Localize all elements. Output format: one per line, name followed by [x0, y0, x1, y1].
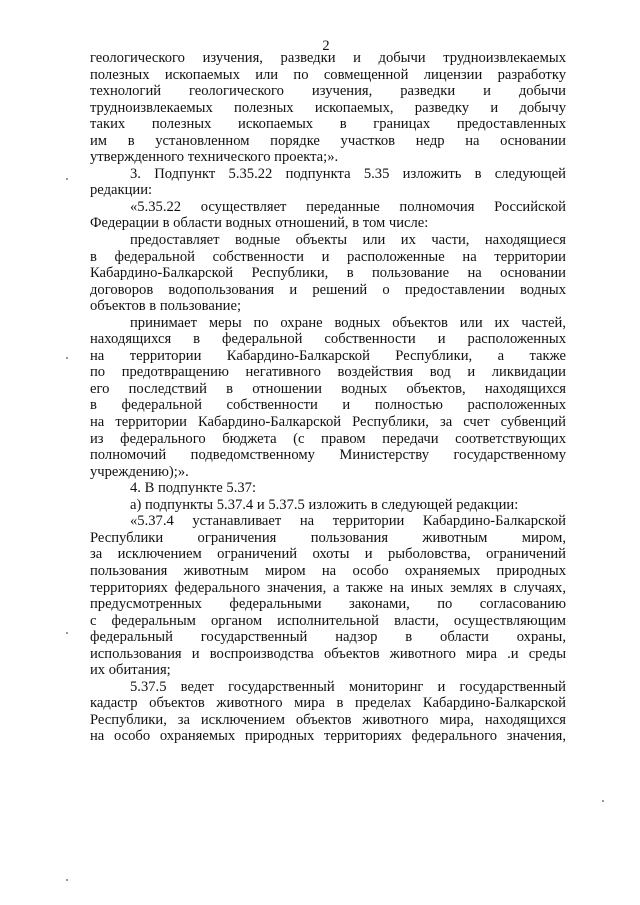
text-line: предоставляет водные объекты или их части, находящиеся: [130, 232, 566, 249]
text-line: «5.37.4 устанавливает на территории Кабардино-Балкарской: [130, 513, 566, 530]
scan-speck: [66, 632, 68, 634]
text-line: им в установленном порядке участков недр на основании: [90, 132, 566, 149]
text-line: Кабардино-Балкарской Республики, в пользование на основании: [90, 265, 566, 282]
text-line: территориях федерального значения, а также на иных землях в случаях,: [90, 579, 566, 596]
text-line: на территории Кабардино-Балкарской Республики, за счет субвенций: [90, 414, 566, 431]
text-line: в федеральной собственности и расположенные на территории: [90, 248, 566, 265]
body-text: [90, 50, 566, 745]
scan-speck: [66, 879, 68, 881]
text-line: 4. В подпункте 5.37:: [130, 480, 256, 497]
text-line: учреждению);».: [90, 463, 189, 480]
scan-speck: [66, 357, 68, 359]
text-line: федеральный государственный надзор в области охраны,: [90, 629, 566, 646]
text-line: Республики, за исключением объектов животного мира, находящихся: [90, 711, 566, 728]
text-line: полезных ископаемых или по совмещенной лицензии разработку: [90, 66, 566, 83]
text-line: 3. Подпункт 5.35.22 подпункта 5.35 изложить в следующей: [130, 165, 566, 182]
text-line: Республики ограничения пользования животным миром,: [90, 529, 566, 546]
text-line: находящихся в федеральной собственности и расположенных: [90, 331, 566, 348]
text-line: их обитания;: [90, 662, 171, 679]
text-line: использования и воспроизводства объектов животного мира .и среды: [90, 645, 566, 662]
text-line: полномочий подведомственному Министерству государственному: [90, 447, 566, 464]
text-line: пользования животным миром на особо охраняемых природных: [90, 562, 566, 579]
text-line: трудноизвлекаемых полезных ископаемых, разведку и добычу: [90, 99, 566, 116]
text-line: из федерального бюджета (с правом передачи соответствующих: [90, 430, 566, 447]
text-line: технологий геологического изучения, разведки и добычи: [90, 83, 566, 100]
text-line: «5.35.22 осуществляет переданные полномочия Российской: [130, 198, 566, 215]
scan-speck: [602, 800, 604, 802]
text-line: в федеральной собственности и полностью расположенных: [90, 397, 566, 414]
text-line: за исключением ограничений охоты и рыболовства, ограничений: [90, 546, 566, 563]
text-line: таких полезных ископаемых в границах предоставленных: [90, 116, 566, 133]
page-number: 2: [322, 38, 330, 54]
text-line: Федерации в области водных отношений, в том числе:: [90, 215, 429, 232]
text-line: а) подпункты 5.37.4 и 5.37.5 изложить в следующей редакции:: [130, 496, 519, 513]
text-line: с федеральным органом исполнительной власти, осуществляющим: [90, 612, 566, 629]
text-line: предусмотренных федеральными законами, по согласованию: [90, 596, 566, 613]
text-line: редакции:: [90, 182, 153, 199]
text-line: на особо охраняемых природных территориях федерального значения,: [90, 728, 566, 745]
text-line: договоров водопользования и решений о предоставлении водных: [90, 281, 566, 298]
text-line: 5.37.5 ведет государственный мониторинг и государственный: [130, 678, 566, 695]
scan-speck: [66, 178, 68, 180]
text-line: геологического изучения, разведки и добычи трудноизвлекаемых: [90, 50, 566, 66]
text-line: на территории Кабардино-Балкарской Республики, а также: [90, 347, 566, 364]
text-line: утвержденного технического проекта;».: [90, 149, 339, 166]
text-line: принимает меры по охране водных объектов или их частей,: [130, 314, 566, 331]
text-line: по предотвращению негативного воздействия вод и ликвидации: [90, 364, 566, 381]
text-line: кадастр объектов животного мира в пределах Кабардино-Балкарской: [90, 695, 566, 712]
text-line: объектов в пользование;: [90, 298, 241, 315]
text-line: его последствий в отношении водных объектов, находящихся: [90, 380, 566, 397]
